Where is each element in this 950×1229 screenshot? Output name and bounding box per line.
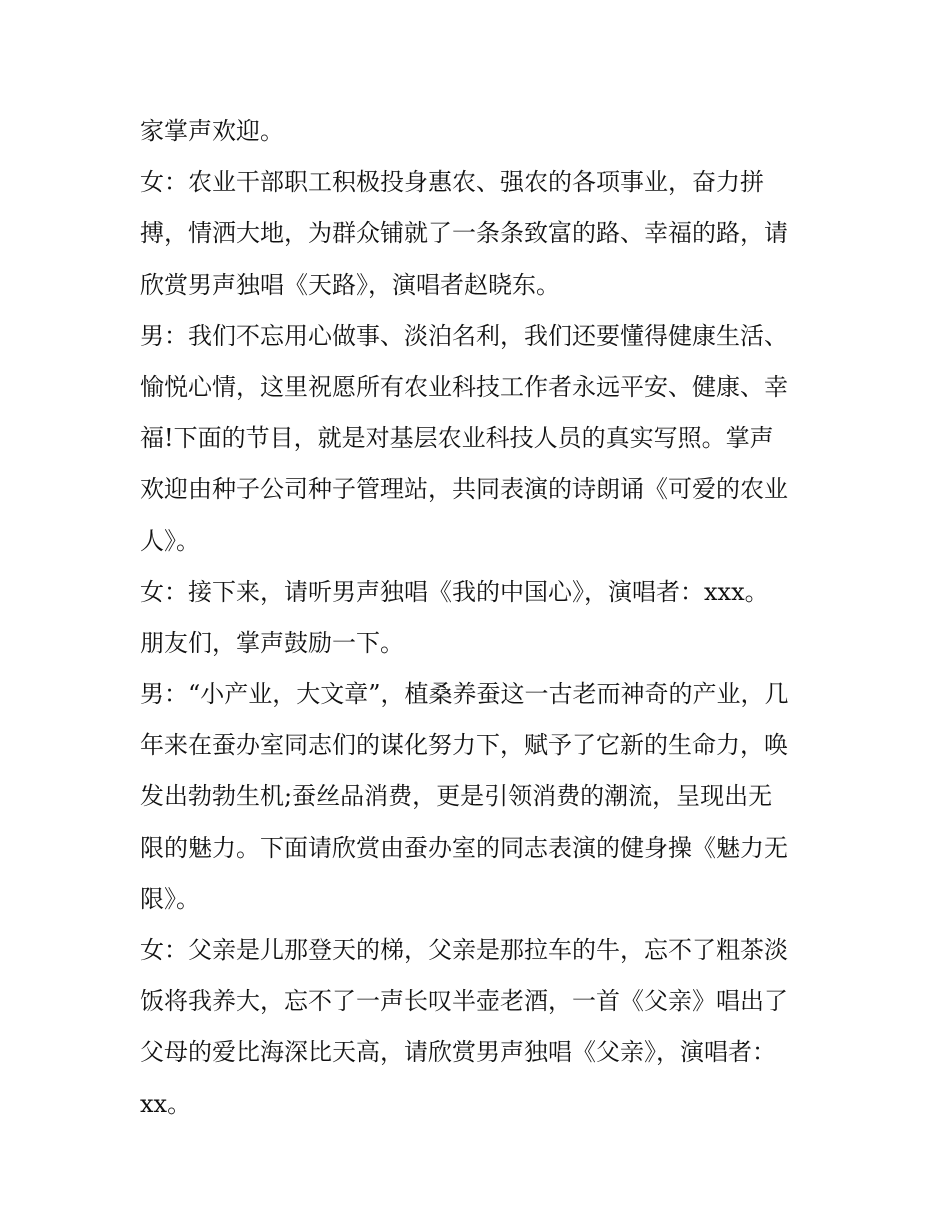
text-line: 女：接下来，请听男声独唱《我的中国心》，演唱者：xxx。 [140, 577, 769, 606]
text-line: 男：我们不忘用心做事、淡泊名利，我们还要懂得健康生活、 [140, 321, 788, 350]
text-line: 欣赏男声独唱《天路》，演唱者赵晓东。 [140, 270, 560, 299]
text-line: 朋友们，掌声鼓励一下。 [140, 628, 404, 657]
text-line: xx。 [140, 1089, 192, 1118]
text-line: 女：父亲是儿那登天的梯，父亲是那拉车的牛，忘不了粗茶淡 [140, 936, 788, 964]
text-line: 发出勃勃生机;蚕丝品消费，更是引领消费的潮流，呈现出无 [140, 782, 773, 811]
text-line: 欢迎由种子公司种子管理站，共同表演的诗朗诵《可爱的农业 [140, 475, 788, 504]
text-line: 男：“小产业，大文章”，植桑养蚕这一古老而神奇的产业，几 [140, 680, 789, 709]
document-body [140, 106, 820, 1130]
text-line: 愉悦心情，这里祝愿所有农业科技工作者永远平安、健康、幸 [140, 372, 788, 401]
text-line: 饭将我养大，忘不了一声长叹半壶老酒，一首《父亲》唱出了 [140, 987, 788, 1016]
text-line: 父母的爱比海深比天高，请欣赏男声独唱《父亲》，演唱者： [140, 1038, 776, 1067]
text-line: 女：农业干部职工积极投身惠农、强农的各项事业，奋力拼 [140, 168, 764, 197]
text-line: 福!下面的节目，就是对基层农业科技人员的真实写照。掌声 [140, 424, 774, 453]
text-line: 限》。 [140, 884, 200, 913]
text-line: 搏，情洒大地，为群众铺就了一条条致富的路、幸福的路，请 [140, 219, 788, 248]
text-line: 限的魅力。下面请欣赏由蚕办室的同志表演的健身操《魅力无 [140, 833, 788, 862]
text-line: 人》。 [140, 526, 200, 555]
text-line: 家掌声欢迎。 [140, 117, 284, 145]
text-line: 年来在蚕办室同志们的谋化努力下，赋予了它新的生命力，唤 [140, 731, 788, 760]
